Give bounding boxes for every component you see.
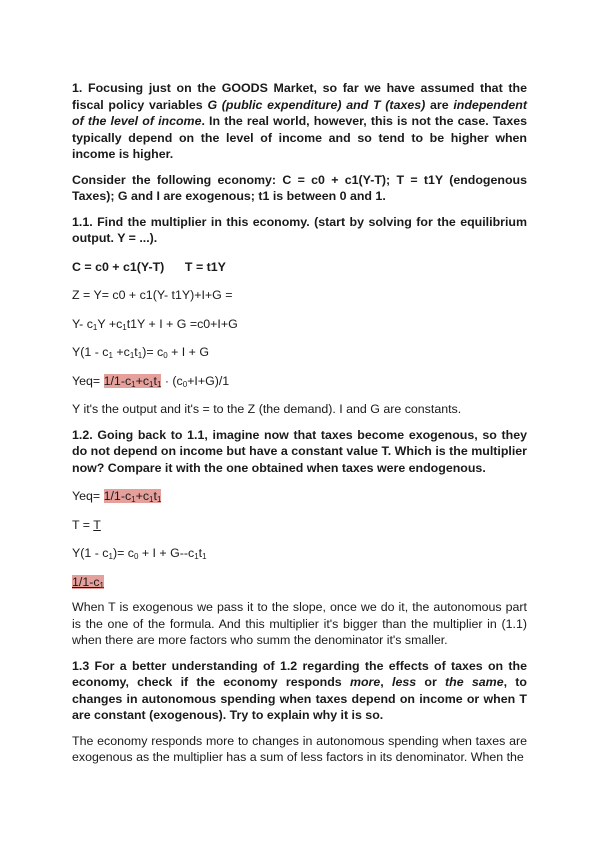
derivation-line-2: Y- $c_1Y +c_1t1Y + I + G =c0+I+G$ [72, 316, 238, 332]
exogenous-explanation: When T is exogenous we pass it to the slope, once we do it, the autonomous part is the one of the formula. And this multiplier it's bigger than the multiplier in (1.1) when there are more factors who summ the denominator it's smaller. [72, 600, 527, 647]
exogenous-line-2: T = T [72, 517, 101, 532]
document-page [72, 80, 527, 766]
output-note: Y it's the output and it's = to the Z (the demand). I and G are constants. [72, 402, 462, 416]
economy-definition: Consider the following economy: C = c0 + c1(Y-T); T = t1Y (endogenous Taxes); G and I are exogenous; t1 is between 0 and 1. [72, 172, 527, 203]
derivation-line-1: Z = Y= c0 + c1(Y- t1Y)+I+G = [72, 288, 233, 302]
question-1-2-title: 1.2. Going back to 1.1, imagine now that taxes become exogenous, so they do not depend on income but have a constant value T. Which is the multiplier now? Compare it with the one obtained when taxes were endogenous. [72, 427, 527, 475]
model-equations: C = c0 + c1(Y-T) T = t1Y [72, 259, 226, 274]
exogenous-multiplier [72, 574, 527, 591]
derivation-line-3: $Y(1 - c_1 +c_1t_1)= c_0 + I + G$ [72, 345, 209, 360]
multiplier-highlight-3: $1/1-c_1$ [72, 574, 104, 590]
equilibrium-output: $Yeq= 1/1-c_1+c_1t_1 \cdot (c_0+I+G)/1$ [72, 373, 230, 389]
multiplier-highlight: $1/1-c_1+c_1t_1$ [103, 373, 162, 389]
multiplier-highlight-2: $1/1-c_1+c_1t_1$ [103, 489, 162, 504]
question-1-intro: 1. Focusing just on the GOODS Market, so far we have assumed that the fiscal policy variables G (public expenditure) and T (taxes) are independent of the level of income. In the real world, however, this is not the case. Taxes typically depend on the level of income and so tend to be higher when income is higher. [72, 81, 527, 161]
question-1-1-title: 1.1. Find the multiplier in this economy. (start by solving for the equilibrium output. Y = ...). [72, 214, 527, 245]
question-1-3-answer: The economy responds more to changes in autonomous spending when taxes are exogenous as the multiplier has a sum of less factors in its denominator. When the [72, 733, 527, 764]
exogenous-line-3: $Y(1 - c_1)= c_0 + I + G--c_1t_1$ [72, 546, 207, 561]
exogenous-line-1: $Yeq= 1/1-c_1+c_1t_1$ [72, 489, 162, 504]
question-1-3-title: 1.3 For a better understanding of 1.2 regarding the effects of taxes on the economy, check if the economy responds more, less or the same, to changes in autonomous spending when taxes depend on income or when T are constant (exogenous). Try to explain why it is so. [72, 658, 527, 722]
